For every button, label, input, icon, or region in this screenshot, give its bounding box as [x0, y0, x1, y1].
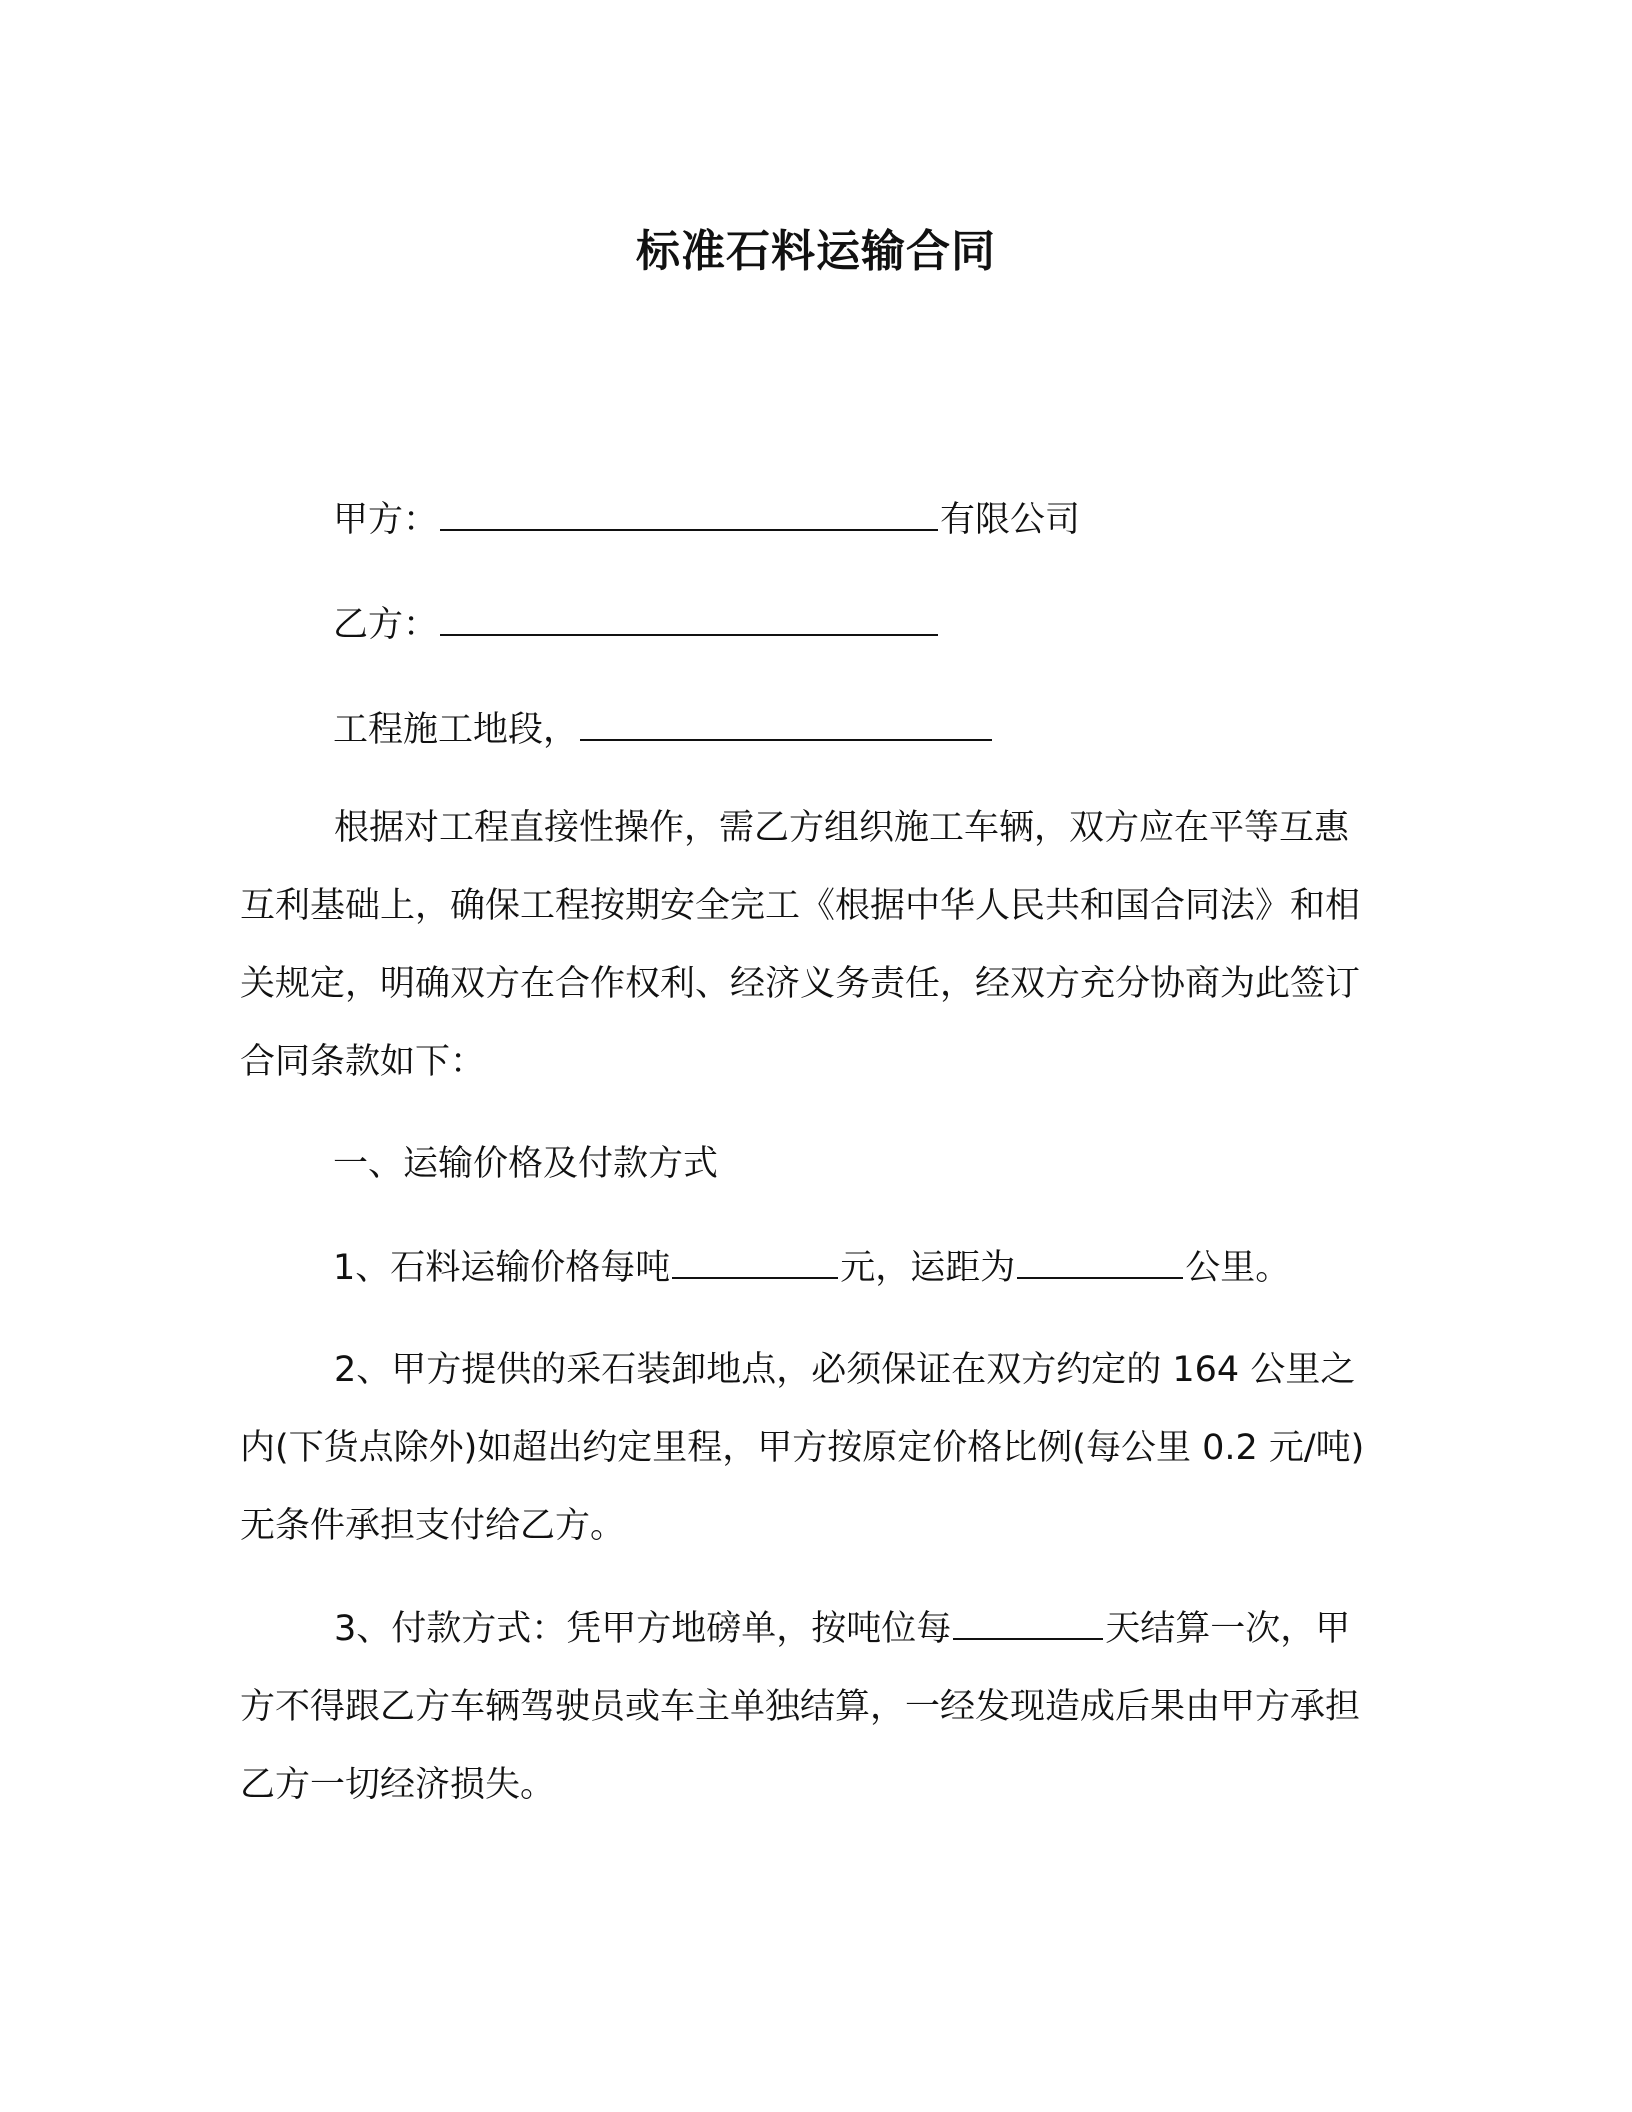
clause1-text-c: 公里。: [1185, 1248, 1291, 1288]
clause3-text-b: 天结算一次，甲方不得跟乙方车辆驾驶员或车主单独结算，一经发现造成后果由甲方承担乙方一切经济损失。: [240, 1609, 1361, 1805]
settlement-days-blank: [953, 1604, 1103, 1640]
site-blank: [580, 705, 992, 741]
price-blank: [672, 1243, 838, 1279]
clause1-text-b: 元，运距为: [840, 1248, 1016, 1288]
distance-blank: [1017, 1243, 1183, 1279]
clause3-text-a: 3、付款方式：凭甲方地磅单，按吨位每: [334, 1609, 952, 1649]
party-a-label: 甲方：: [333, 500, 439, 540]
clause2-paragraph: 2、甲方提供的采石装卸地点，必须保证在双方约定的 164 公里之内(下货点除外)如超出约定里程，甲方按原定价格比例(每公里 0.2 元/吨)无条件承担支付给乙方。: [240, 1350, 1365, 1546]
clause1-text-a: 1、石料运输价格每吨: [333, 1248, 671, 1288]
intro-paragraph: 根据对工程直接性操作，需乙方组织施工车辆，双方应在平等互惠互利基础上，确保工程按期安全完工《根据中华人民共和国合同法》和相关规定，明确双方在合作权利、经济义务责任，经双方充分协商为此签订合同条款如下：: [240, 808, 1361, 1082]
site-label: 工程施工地段，: [333, 710, 579, 750]
site-line: [333, 705, 994, 754]
clause1-line: [333, 1243, 1290, 1292]
party-b-blank: [440, 600, 938, 636]
section1-heading: 一、运输价格及付款方式: [333, 1144, 719, 1184]
clause3-paragraph: [240, 1590, 1380, 1824]
party-a-suffix: 有限公司: [940, 500, 1081, 540]
party-b-line: [333, 600, 940, 649]
party-a-line: [333, 495, 1080, 544]
party-b-label: 乙方：: [333, 605, 439, 645]
party-a-blank: [440, 495, 938, 531]
document-title: 标准石料运输合同: [636, 226, 996, 277]
